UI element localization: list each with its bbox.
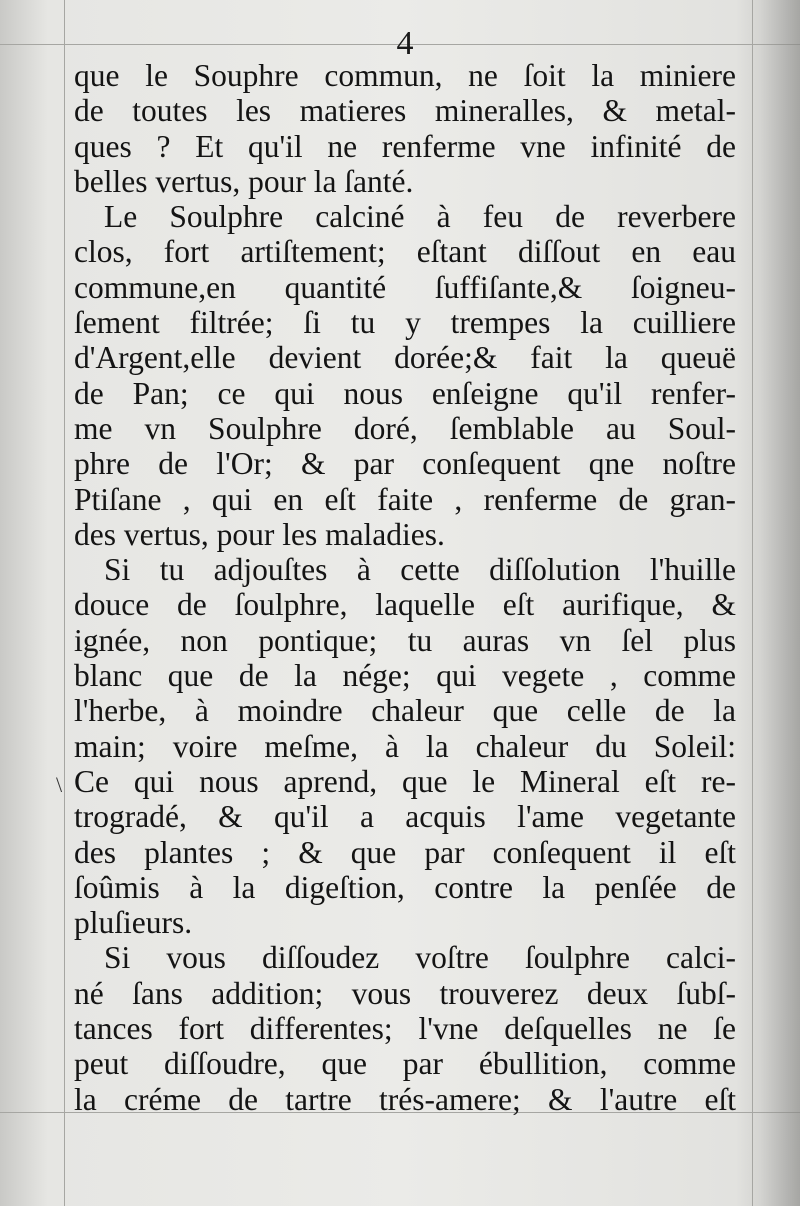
text-line: la créme de tartre trés-amere; & l'autre eſt — [74, 1081, 736, 1117]
text-line: tances fort differentes; l'vne deſquelles ne ſe — [74, 1011, 736, 1047]
text-line: me vn Soulphre doré, ſemblable au Soul- — [74, 410, 736, 446]
text-line: main; voire meſme, à la chaleur du Soleil: — [74, 728, 736, 764]
text-line: clos, fort artiſtement; eſtant diſſout en eau — [74, 234, 736, 270]
text-line: ignée, non pontique; tu auras vn ſel plus — [74, 622, 736, 658]
text-line: l'herbe, à moindre chaleur que celle de la — [74, 693, 736, 729]
margin-mark: \ — [56, 772, 63, 797]
text-line: ſoûmis à la digeſtion, contre la penſée de — [74, 869, 736, 905]
text-line: de Pan; ce qui nous enſeigne qu'il renfer- — [74, 375, 736, 411]
body-text — [74, 58, 736, 1117]
text-line: d'Argent,elle devient dorée;& fait la queuë — [74, 340, 736, 376]
text-line: belles vertus, pour la ſanté. — [74, 163, 414, 199]
page-number: 4 — [396, 25, 414, 62]
margin-rule-left — [64, 0, 65, 1206]
text-line: ſement filtrée; ſi tu y trempes la cuilliere — [74, 305, 736, 341]
text-line: de toutes les matieres mineralles, & metal- — [74, 93, 736, 129]
text-line: ques ? Et qu'il ne renferme vne infinité de — [74, 128, 736, 164]
text-line: Si tu adjouſtes à cette diſſolution l'huille — [104, 552, 736, 588]
margin-rule-right — [752, 0, 753, 1206]
text-line: né ſans addition; vous trouverez deux ſubſ- — [74, 975, 736, 1011]
text-line: Si vous diſſoudez voſtre ſoulphre calci- — [104, 940, 736, 976]
text-line: que le Souphre commun, ne ſoit la miniere — [74, 58, 736, 93]
text-line: Le Soulphre calciné à feu de reverbere — [104, 199, 736, 235]
text-line: peut diſſoudre, que par ébullition, comme — [74, 1046, 736, 1082]
text-line: Ce qui nous aprend, que le Mineral eſt re- — [74, 763, 736, 799]
page-edge-shadow — [760, 0, 800, 1206]
text-line: pluſieurs. — [74, 905, 193, 941]
text-line: trogradé, & qu'il a acquis l'ame vegetante — [74, 799, 736, 835]
text-line: Ptiſane , qui en eſt faite , renferme de gran- — [74, 481, 736, 517]
text-line: blanc que de la nége; qui vegete , comme — [74, 658, 736, 694]
text-line: douce de ſoulphre, laquelle eſt aurifique, & — [74, 587, 736, 623]
text-line: phre de l'Or; & par conſequent qne noſtre — [74, 446, 736, 482]
text-line: des vertus, pour les maladies. — [74, 516, 445, 552]
text-line: commune,en quantité ſuffiſante,& ſoigneu- — [74, 269, 736, 305]
text-line: des plantes ; & que par conſequent il eſt — [74, 834, 736, 870]
